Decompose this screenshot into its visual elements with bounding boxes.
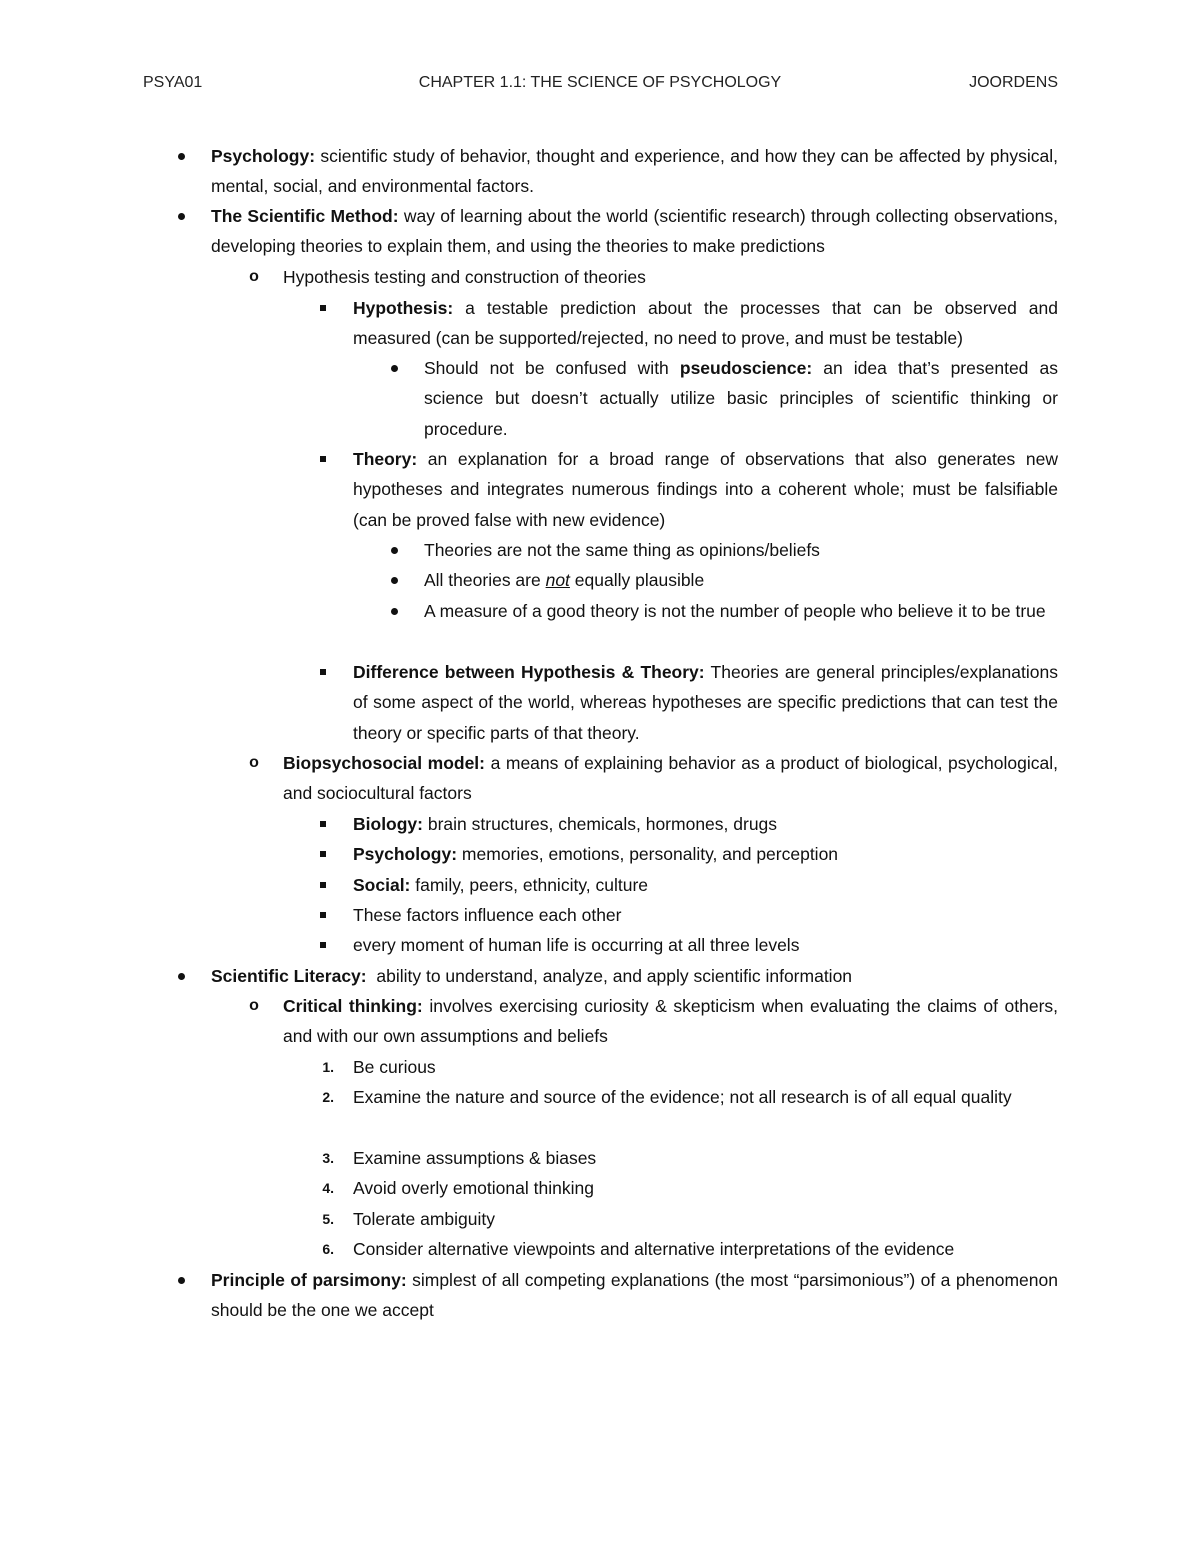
- term-label: Psychology:: [353, 844, 458, 864]
- term-label: Difference between Hypothesis & Theory:: [353, 662, 705, 682]
- item-text: All theories are: [424, 570, 546, 590]
- circle-bullet-icon: o: [249, 268, 259, 285]
- square-bullet-icon: [313, 900, 333, 930]
- author-name: JOORDENS: [969, 74, 1058, 91]
- term-label: Theory:: [353, 449, 418, 469]
- definition-text: simplest of all competing explanations (the most “parsimonious”) of a phenomenon should be the one we accept: [211, 1270, 1058, 1321]
- item-number: 2.: [322, 1089, 334, 1105]
- term-label: Psychology:: [211, 146, 316, 166]
- definition-text: memories, emotions, personality, and perception: [457, 844, 839, 864]
- item-text: Avoid overly emotional thinking: [353, 1178, 594, 1198]
- item-text: every moment of human life is occurring at all three levels: [353, 935, 800, 955]
- square-bullet-icon: [313, 293, 333, 323]
- item-text: Examine the nature and source of the evidence; not all research is of all equal quality: [353, 1087, 1012, 1107]
- term-label: Critical thinking:: [283, 996, 423, 1016]
- term-label: pseudoscience:: [679, 358, 813, 378]
- definition-text: scientific study of behavior, thought and experience, and how they can be affected by physical, mental, social, and environmental factors.: [211, 146, 1058, 197]
- definition-text: Theories are general principles/explanations of some aspect of the world, whereas hypotheses are specific predictions that can test the theory or specific parts of that theory.: [353, 662, 1058, 743]
- item-text: Theories are not the same thing as opinions/beliefs: [424, 540, 820, 560]
- definition-text: brain structures, chemicals, hormones, drugs: [423, 814, 778, 834]
- circle-bullet-icon: o: [249, 997, 259, 1014]
- square-bullet-icon: [313, 809, 333, 839]
- item-text: Examine assumptions & biases: [353, 1148, 597, 1168]
- item-text: A measure of a good theory is not the number of people who believe it to be true: [424, 601, 1046, 621]
- term-label: Biopsychosocial model:: [283, 753, 485, 773]
- definition-text: a testable prediction about the processes that can be observed and measured (can be supported/rejected, no need to prove, and must be testable): [353, 298, 1058, 349]
- item-number: 3.: [322, 1150, 334, 1166]
- square-bullet-icon: [313, 839, 333, 869]
- page-header: [0, 74, 1200, 98]
- bullet-icon: [171, 961, 191, 991]
- square-bullet-icon: [313, 657, 333, 687]
- term-label: Scientific Literacy:: [211, 966, 367, 986]
- item-text: Tolerate ambiguity: [353, 1209, 496, 1229]
- square-bullet-icon: [313, 444, 333, 474]
- bullet-icon: [171, 141, 191, 171]
- chapter-title: CHAPTER 1.1: THE SCIENCE OF PSYCHOLOGY: [418, 74, 782, 91]
- term-label: Biology:: [353, 814, 423, 834]
- term-label: Principle of parsimony:: [211, 1270, 407, 1290]
- bullet-icon: [384, 565, 404, 595]
- course-code: PSYA01: [143, 74, 203, 91]
- term-label: The Scientific Method:: [211, 206, 399, 226]
- definition-text: family, peers, ethnicity, culture: [410, 875, 649, 895]
- circle-bullet-icon: o: [249, 754, 259, 771]
- bullet-icon: [384, 535, 404, 565]
- definition-text: a means of explaining behavior as a product of biological, psychological, and sociocultural factors: [283, 753, 1058, 804]
- item-number: 5.: [322, 1211, 334, 1227]
- item-text: These factors influence each other: [353, 905, 622, 925]
- bullet-icon: [384, 596, 404, 626]
- item-text: Hypothesis testing and construction of theories: [283, 267, 646, 287]
- bullet-icon: [171, 201, 191, 231]
- term-label: Social:: [353, 875, 411, 895]
- item-number: 6.: [322, 1241, 334, 1257]
- definition-text: way of learning about the world (scientific research) through collecting observations, developing theories to explain them, and using the theories to make predictions: [211, 206, 1058, 257]
- definition-text: involves exercising curiosity & skepticism when evaluating the claims of others, and with our own assumptions and beliefs: [283, 996, 1059, 1047]
- item-number: 1.: [322, 1059, 334, 1075]
- definition-text: an idea that’s presented as science but doesn’t actually utilize basic principles of scientific thinking or procedure.: [424, 358, 1058, 439]
- bullet-icon: [171, 1265, 191, 1295]
- item-text: Consider alternative viewpoints and alternative interpretations of the evidence: [353, 1239, 955, 1259]
- item-text: Be curious: [353, 1057, 436, 1077]
- definition-text: ability to understand, analyze, and apply scientific information: [366, 966, 853, 986]
- emphasis-text: not: [545, 570, 570, 590]
- term-label: Hypothesis:: [353, 298, 454, 318]
- item-text: Should not be confused with: [424, 358, 680, 378]
- item-number: 4.: [322, 1180, 334, 1196]
- square-bullet-icon: [313, 870, 333, 900]
- definition-text: an explanation for a broad range of observations that also generates new hypotheses and integrates numerous findings into a coherent whole; must be falsifiable (can be proved false with new evidence): [353, 449, 1058, 530]
- square-bullet-icon: [313, 930, 333, 960]
- bullet-icon: [384, 353, 404, 383]
- item-text: equally plausible: [569, 570, 705, 590]
